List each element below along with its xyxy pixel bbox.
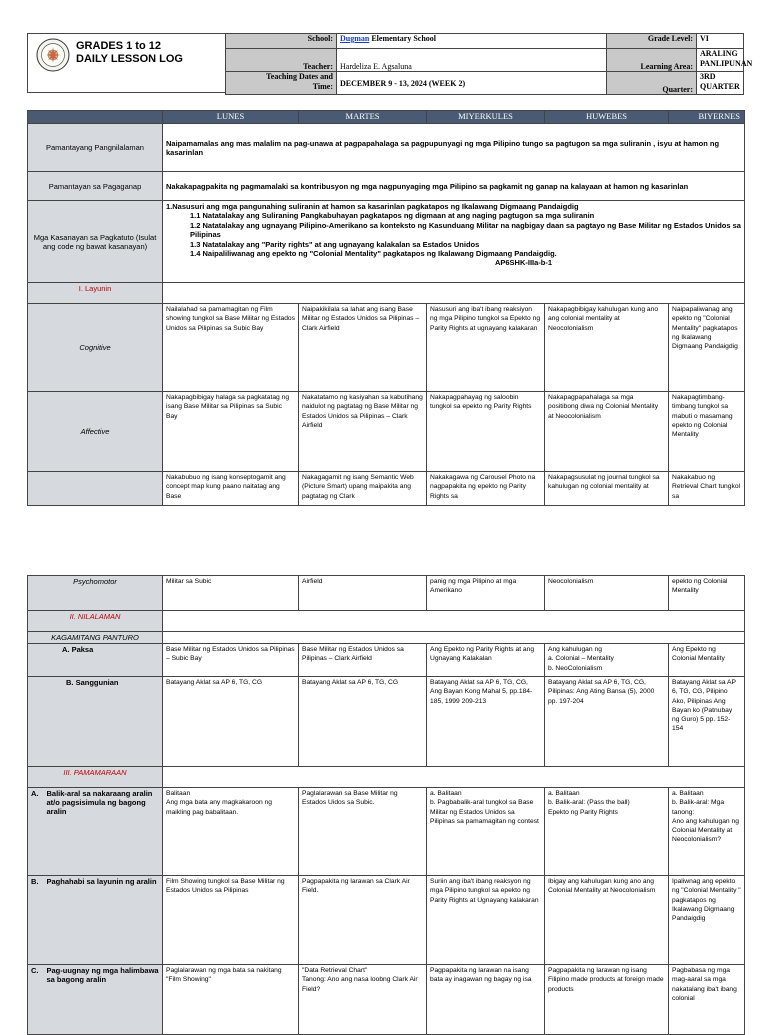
- affective-label: Affective: [28, 392, 163, 472]
- procedure-b-friday: Ipaliwnag ang epekto ng "Colonial Mentality " pagkatapos ng Ikalawang Digmaang Pandaigdig: [669, 876, 745, 965]
- procedure-a-thursday: a. Balitaan b. Balik-aral: (Pass the ball) Epekto ng Parity Rights: [545, 788, 669, 876]
- day-monday: LUNES: [163, 111, 299, 124]
- quarter-value: 3RD QUARTER: [697, 72, 744, 95]
- topic-label: A. Paksa: [28, 644, 163, 677]
- header-logo-box: [27, 33, 227, 93]
- competency-value: [163, 201, 745, 283]
- school-name-rest: Elementary School: [369, 34, 437, 43]
- procedure-a-friday: a. Balitaan b. Balik-aral: Mga tanong: Ano ang kahulugan ng Colonial Mentality at Neocolonialism?: [669, 788, 745, 876]
- cognitive-tuesday: Naipakikilala sa lahat ang isang Base Militar ng Estados Unidos sa Pilipinas –Clark Airfield: [299, 304, 427, 392]
- psychomotor-tuesday-top: Nakagagamit ng isang Semantic Web (Picture Smart) upang maipakita ang pagtatag ng Clark: [299, 472, 427, 506]
- procedure-b-label: [28, 876, 163, 965]
- materials-label: KAGAMITANG PANTURO: [28, 632, 163, 644]
- procedure-a-wednesday: a. Balitaan b. Pagbabalik-aral tungkol sa Base Militar ng Estados Unidos sa Pilipinas sa pamamagitan ng contest: [427, 788, 545, 876]
- procedure-b-text: Paghahabi sa layunin ng aralin: [46, 877, 157, 886]
- competency-line-5: 1.4 Naipaliliwanag ang epekto ng "Colonial Mentality" pagkatapos ng Ikalawang Digmaang Pandaigdig.: [190, 249, 557, 259]
- reference-tuesday: Batayang Aklat sa AP 6, TG, CG: [299, 677, 427, 767]
- psychomotor-label: Psychomotor: [28, 576, 163, 611]
- psychomotor-friday-top: Nakakabuo ng Retrieval Chart tungkol sa: [669, 472, 745, 506]
- dates-value: DECEMBER 9 - 13, 2024 (WEEK 2): [337, 72, 607, 95]
- area-value: ARALING PANLIPUNAN: [697, 49, 744, 72]
- procedure-c-label: [28, 965, 163, 1035]
- reference-label: B. Sanggunian: [28, 677, 163, 767]
- school-link[interactable]: Dugman: [340, 34, 370, 43]
- content-section-blank: [163, 611, 745, 632]
- topic-thursday: Ang kahulugan ng a. Colonial – Mentality b. NeoColonialism: [545, 644, 669, 677]
- cognitive-monday: Nailalahad sa pamamagitan ng Film showing tungkol sa Base Militar ng Estados Unidos sa Pilipinas sa Subic Bay: [163, 304, 299, 392]
- affective-tuesday: Nakatatamo ng kasiyahan sa kabutihang naidulot ng pagtatag ng Base Militar ng Estados Unidos sa Pilipinas – Clark Airfield: [299, 392, 427, 472]
- topic-friday: Ang Epekto ng Colonial Mentality: [669, 644, 745, 677]
- procedure-c-wednesday: Pagpapakita ng larawan na isang bata ay inagawan ng bagay ng isa: [427, 965, 545, 1035]
- competency-line-2: 1.1 Natatalakay ang Suliraning Pangkabuhayan pagkatapos ng digmaan at ang naging pagtugon sa mga suliranin: [190, 211, 595, 221]
- psychomotor-label-continued: [28, 472, 163, 506]
- performance-standard-value: Nakakapagpakita ng pagmamalaki sa kontribusyon ng mga nagpunyaging mga Pilipino sa pagkamit ng ganap na kalayaan at hamon ng kasarinlan: [163, 172, 745, 201]
- header-info-table: [225, 33, 753, 95]
- competency-line-1: 1.Nasusuri ang mga pangunahing suliranin at hamon sa kasarinlan pagkatapos ng Ikalawang Digmaang Pandaigdig: [166, 202, 579, 211]
- days-header-row: [28, 111, 745, 124]
- day-friday: BIYERNES: [669, 111, 745, 124]
- objectives-section-label: I. Layunin: [28, 283, 163, 304]
- reference-monday: Batayang Aklat sa AP 6, TG, CG: [163, 677, 299, 767]
- grade-value: VI: [697, 34, 744, 49]
- competency-code: AP6SHK-IIIa-b-1: [494, 258, 553, 268]
- procedure-c-tuesday: "Data Retrieval Chart" Tanong: Ano ang nasa loobng Clark Air Field?: [299, 965, 427, 1035]
- affective-wednesday: Nakapagpahayag ng saloobin tungkol sa epekto ng Parity Rights: [427, 392, 545, 472]
- procedure-a-tuesday: Paglalarawan sa Base Militar ng Estados Uidos sa Subic.: [299, 788, 427, 876]
- school-value: [337, 34, 607, 49]
- title-line-1: GRADES 1 to 12: [76, 40, 161, 52]
- topic-wednesday: Ang Epekto ng Parity Rights at ang Ugnayang Kalakalan: [427, 644, 545, 677]
- procedure-b-monday: Film Showing tungkol sa Base Militar ng Estados Unidos sa Pilipinas: [163, 876, 299, 965]
- content-standard-label: Pamantayang Pangnilalaman: [28, 124, 163, 172]
- reference-friday: Batayang Aklat sa AP 6, TG, CG, Pilipino Ako, Pilipinas Ang Bayan ko (Patnubay ng Guro) 5 pp. 152-154: [669, 677, 745, 767]
- psychomotor-tuesday: Airfield: [299, 576, 427, 611]
- reference-thursday: Batayang Aklat sa AP 6, TG, CG, Pilipinas: Ang Ating Bansa (5), 2000 pp. 197-204: [545, 677, 669, 767]
- psychomotor-friday: epekto ng Colonial Mentality: [669, 576, 745, 611]
- cognitive-thursday: Nakapagbibigay kahulugan kung ano ang colonial mentality at Neocolonialism: [545, 304, 669, 392]
- psychomotor-thursday-top: Nakapagsusulat ng journal tungkol sa kahulugan ng colonial mentality at: [545, 472, 669, 506]
- affective-thursday: Nakapagpapahalaga sa mga positibong diwa ng Colonial Mentality at Neocolonialism: [545, 392, 669, 472]
- procedure-section-label: III. PAMAMARAAN: [28, 767, 163, 788]
- procedure-a-letter: A.: [31, 789, 39, 798]
- topic-monday: Base Militar ng Estados Unidos sa Pilipinas – Subic Bay: [163, 644, 299, 677]
- content-standard-value: Naipamamalas ang mas malalim na pag-unawa at pagpapahalaga sa pagpupunyagi ng mga Pilipino tungo sa pagtugon sa mga suliranin , isyu at hamon ng kasarinlan: [163, 124, 745, 172]
- procedure-c-text: Pag-uugnay ng mga halimbawa sa bagong aralin: [46, 966, 159, 984]
- procedure-c-letter: C.: [31, 966, 39, 975]
- psychomotor-wednesday: panig ng mga Pilipino at mga Amerikano: [427, 576, 545, 611]
- psychomotor-wednesday-top: Nakakagawa ng Carousel Photo na nagpapakita ng epekto ng Parity Rights sa: [427, 472, 545, 506]
- procedure-c-monday: Paglalarawan ng mga bata sa nakitang "Film Showing": [163, 965, 299, 1035]
- procedure-section-blank: [163, 767, 745, 788]
- grade-label: Grade Level:: [607, 34, 697, 49]
- content-section-label: II. NILALAMAN: [28, 611, 163, 632]
- affective-monday: Nakapagbibigay halaga sa pagkatatag ng isang Base Militar sa Pilipinas sa Subic Bay: [163, 392, 299, 472]
- lesson-table-page-1: [27, 110, 745, 506]
- topic-tuesday: Base Militar ng Estados Unidos sa Pilipinas – Clark Airfield: [299, 644, 427, 677]
- procedure-b-wednesday: Suriin ang iba't ibang reaksyon ng mga Pilipino tungkol sa epekto ng Parity Rights at Ugnayang kalakaran: [427, 876, 545, 965]
- psychomotor-thursday: Neocolonialism: [545, 576, 669, 611]
- competency-label: Mga Kasanayan sa Pagkatuto (Isulat ang code ng bawat kasanayan): [28, 201, 163, 283]
- cognitive-wednesday: Nasusuri ang iba't ibang reaksiyon ng mga Pilipino tungkol sa Epekto ng Parity Rights at ugnayang kalakaran: [427, 304, 545, 392]
- competency-line-4: 1.3 Natatalakay ang "Parity rights" at ang ugnayang kalakalan sa Estados Unidos: [190, 239, 480, 249]
- psychomotor-monday: Militar sa Subic: [163, 576, 299, 611]
- teacher-label: Teacher:: [226, 49, 337, 72]
- title-line-2: DAILY LESSON LOG: [76, 53, 183, 65]
- procedure-c-thursday: Pagpapakita ng larawan ng isang Filipino made products at foreign made products: [545, 965, 669, 1035]
- cognitive-friday: Naipapaliwanag ang epekto ng "Colonial Mentality" pagkatapos ng Ikalawang Digmaang Pandaigdig: [669, 304, 745, 392]
- procedure-a-text: Balik-aral sa nakaraang aralin at/o pagsisimula ng bagong aralin: [46, 789, 153, 816]
- lesson-table-page-2: [27, 575, 745, 1035]
- procedure-b-tuesday: Pagpapakita ng larawan sa Clark Air Field.: [299, 876, 427, 965]
- procedure-b-thursday: Ibigay ang kahulugan kung ano ang Colonial Mentality at Neocolonialism: [545, 876, 669, 965]
- school-label: School:: [226, 34, 337, 49]
- quarter-label: Quarter:: [607, 72, 697, 95]
- dates-label: Teaching Dates and Time:: [226, 72, 337, 95]
- performance-standard-label: Pamantayan sa Pagaganap: [28, 172, 163, 201]
- procedure-c-friday: Pagbabasa ng mga mag-aaral sa mga nakatalang iba't ibang colonial: [669, 965, 745, 1035]
- area-label: Learning Area:: [607, 49, 697, 72]
- teacher-value: Hardeliza E. Agsaluna: [337, 49, 607, 72]
- deped-seal-icon: [36, 38, 70, 72]
- procedure-a-label: [28, 788, 163, 876]
- day-thursday: HUWEBES: [545, 111, 669, 124]
- day-tuesday: MARTES: [299, 111, 427, 124]
- procedure-b-letter: B.: [31, 877, 39, 886]
- cognitive-label: Cognitive: [28, 304, 163, 392]
- affective-friday: Nakapagtimbang-timbang tungkol sa mabuti o masamang epekto ng Colonial Mentality: [669, 392, 745, 472]
- days-header-blank: [28, 111, 163, 124]
- reference-wednesday: Batayang Aklat sa AP 6, TG, CG, Ang Bayan Kong Mahal 5, pp.184-185, 1999 209-213: [427, 677, 545, 767]
- materials-blank: [163, 632, 745, 644]
- day-wednesday: MIYERKULES: [427, 111, 545, 124]
- objectives-section-blank: [163, 283, 745, 304]
- procedure-a-monday: Balitaan Ang mga bata any magkakaroon ng maikling pag babalitaan.: [163, 788, 299, 876]
- psychomotor-monday-top: Nakabubuo ng isang konseptogamit ang concept map kung paano naitatag ang Base: [163, 472, 299, 506]
- competency-line-3: 1.2 Natatalakay ang ugnayang Pilipino-Amerikano sa konteksto ng Kasunduang Militar na nagbigay daan sa pagtayo ng Base Militar ng Estados Unidos sa Pilipinas: [190, 220, 741, 240]
